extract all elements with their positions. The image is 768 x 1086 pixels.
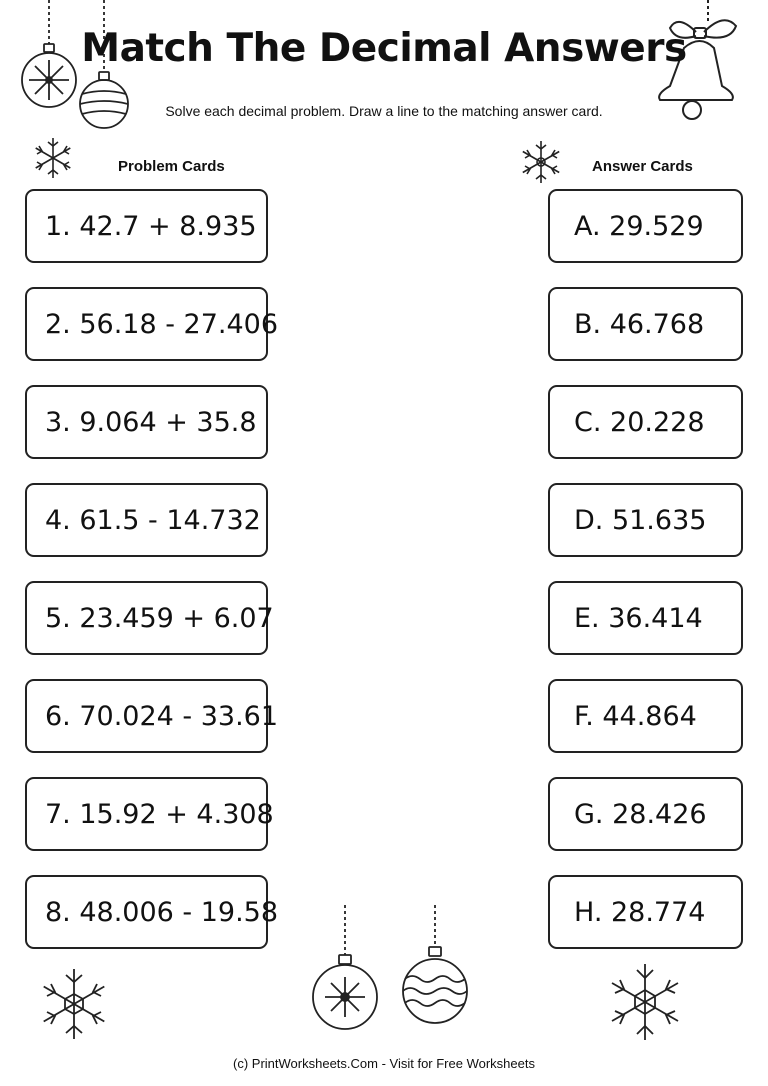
answer-card[interactable]: G. 28.426 — [548, 777, 743, 851]
problems-header: Problem Cards — [118, 158, 225, 175]
problem-card[interactable]: 5. 23.459 + 6.07 — [25, 581, 268, 655]
snowflake-icon — [35, 965, 113, 1043]
problem-card[interactable]: 2. 56.18 - 27.406 — [25, 287, 268, 361]
answer-card[interactable]: C. 20.228 — [548, 385, 743, 459]
footer-credit: (c) PrintWorksheets.Com - Visit for Free Worksheets — [233, 1056, 535, 1071]
problem-card[interactable]: 4. 61.5 - 14.732 — [25, 483, 268, 557]
answer-card[interactable]: F. 44.864 — [548, 679, 743, 753]
snowflake-icon — [603, 960, 687, 1044]
problem-card[interactable]: 3. 9.064 + 35.8 — [25, 385, 268, 459]
answer-card[interactable]: D. 51.635 — [548, 483, 743, 557]
snowflake-icon — [518, 139, 564, 185]
problem-card[interactable]: 7. 15.92 + 4.308 — [25, 777, 268, 851]
answer-card[interactable]: E. 36.414 — [548, 581, 743, 655]
snowflake-icon — [31, 136, 75, 180]
answers-header: Answer Cards — [592, 158, 693, 175]
answer-card[interactable]: A. 29.529 — [548, 189, 743, 263]
instructions: Solve each decimal problem. Draw a line to the matching answer card. — [165, 103, 603, 119]
ornament-icon — [400, 905, 470, 1040]
problem-card[interactable]: 8. 48.006 - 19.58 — [25, 875, 268, 949]
problem-card[interactable]: 1. 42.7 + 8.935 — [25, 189, 268, 263]
page-title: Match The Decimal Answers — [81, 26, 687, 71]
problem-card[interactable]: 6. 70.024 - 33.61 — [25, 679, 268, 753]
ornament-icon — [310, 905, 380, 1045]
answer-card[interactable]: H. 28.774 — [548, 875, 743, 949]
answer-card[interactable]: B. 46.768 — [548, 287, 743, 361]
